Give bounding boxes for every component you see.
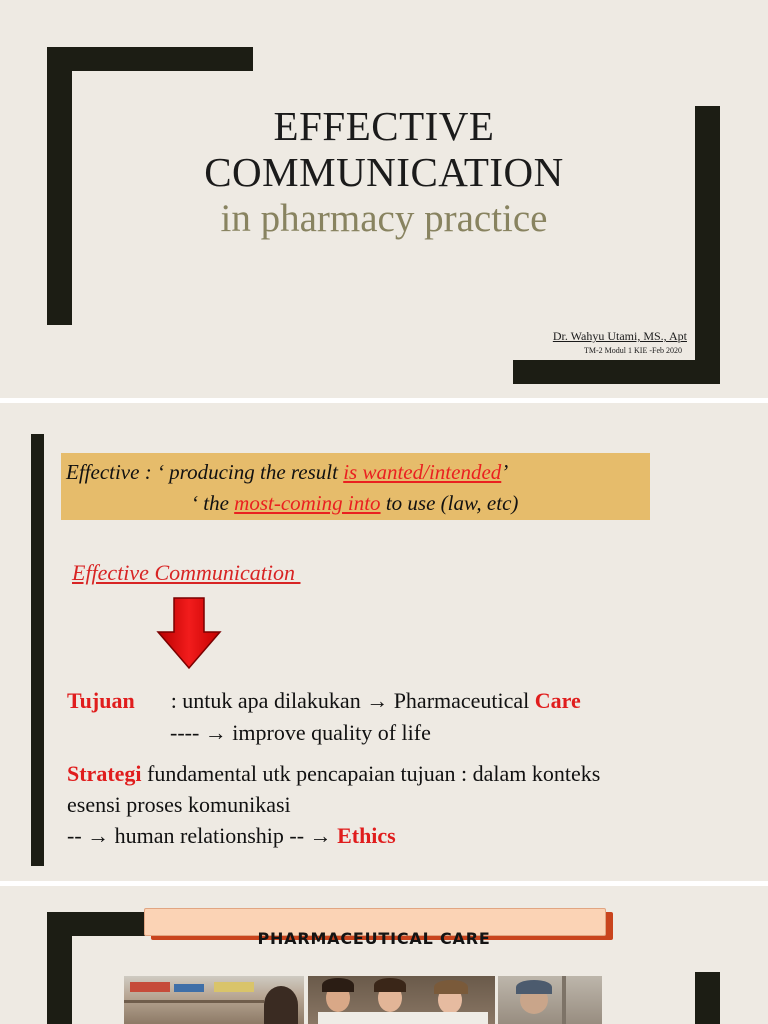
red-down-arrow-icon bbox=[156, 596, 222, 670]
module-info: TM-2 Modul 1 KIE -Feb 2020 bbox=[584, 346, 682, 355]
definition-line-1-highlight: is wanted/intended bbox=[343, 460, 502, 484]
strategi-ethics: Ethics bbox=[337, 823, 396, 848]
title-slide bbox=[0, 0, 768, 398]
frame-bar-right bbox=[695, 972, 720, 1024]
title-line-2: COMMUNICATION bbox=[204, 149, 564, 195]
author-name: Dr. Wahyu Utami, MS., Apt bbox=[552, 329, 687, 343]
subtitle: in pharmacy practice bbox=[220, 197, 548, 240]
title-line-1: EFFECTIVE bbox=[273, 103, 495, 149]
lab-pharmacist-photo bbox=[498, 976, 602, 1024]
pharmaceutical-care-label: PHARMACEUTICAL CARE bbox=[257, 929, 491, 948]
definition-line-2-prefix: ‘ the bbox=[191, 491, 235, 515]
definition-line-2-suffix: to use (law, etc) bbox=[380, 491, 519, 515]
tujuan-text: : untuk apa dilakukan → Pharmaceutical bbox=[170, 688, 535, 713]
definition-box bbox=[61, 453, 650, 520]
definition-line-1-prefix: Effective : ‘ producing the result bbox=[66, 460, 344, 484]
strategi-line-3 bbox=[67, 823, 396, 849]
tujuan-care: Care bbox=[534, 688, 581, 713]
strategi-line-2: esensi proses komunikasi bbox=[67, 792, 291, 817]
strategi-line-1 bbox=[67, 761, 600, 787]
effective-communication-heading: Effective Communication bbox=[72, 560, 301, 585]
strategi-text: fundamental utk pencapaian tujuan : dalam konteks bbox=[141, 761, 601, 786]
frame-bar-bottom-right bbox=[513, 360, 720, 384]
left-accent-bar bbox=[31, 434, 44, 866]
tujuan-line-2: ---- → improve quality of life bbox=[170, 720, 431, 745]
definition-line-1-suffix: ’ bbox=[501, 460, 509, 484]
frame-bar-left bbox=[47, 912, 72, 1024]
definition-line-1 bbox=[66, 460, 508, 485]
tujuan-label: Tujuan bbox=[67, 688, 135, 713]
strategi-line-3-text: -- → human relationship -- → bbox=[67, 823, 338, 848]
tujuan-line-1 bbox=[67, 688, 581, 714]
pharmaceutical-care-slide bbox=[0, 886, 768, 1024]
content-slide bbox=[0, 403, 768, 881]
pharmacy-shelves-photo bbox=[124, 976, 304, 1024]
strategi-label: Strategi bbox=[67, 761, 142, 786]
definition-line-2-highlight: most-coming into bbox=[234, 491, 381, 515]
frame-bar-top-left bbox=[47, 47, 253, 71]
definition-line-2 bbox=[191, 491, 518, 516]
pharmacists-photo bbox=[308, 976, 495, 1024]
